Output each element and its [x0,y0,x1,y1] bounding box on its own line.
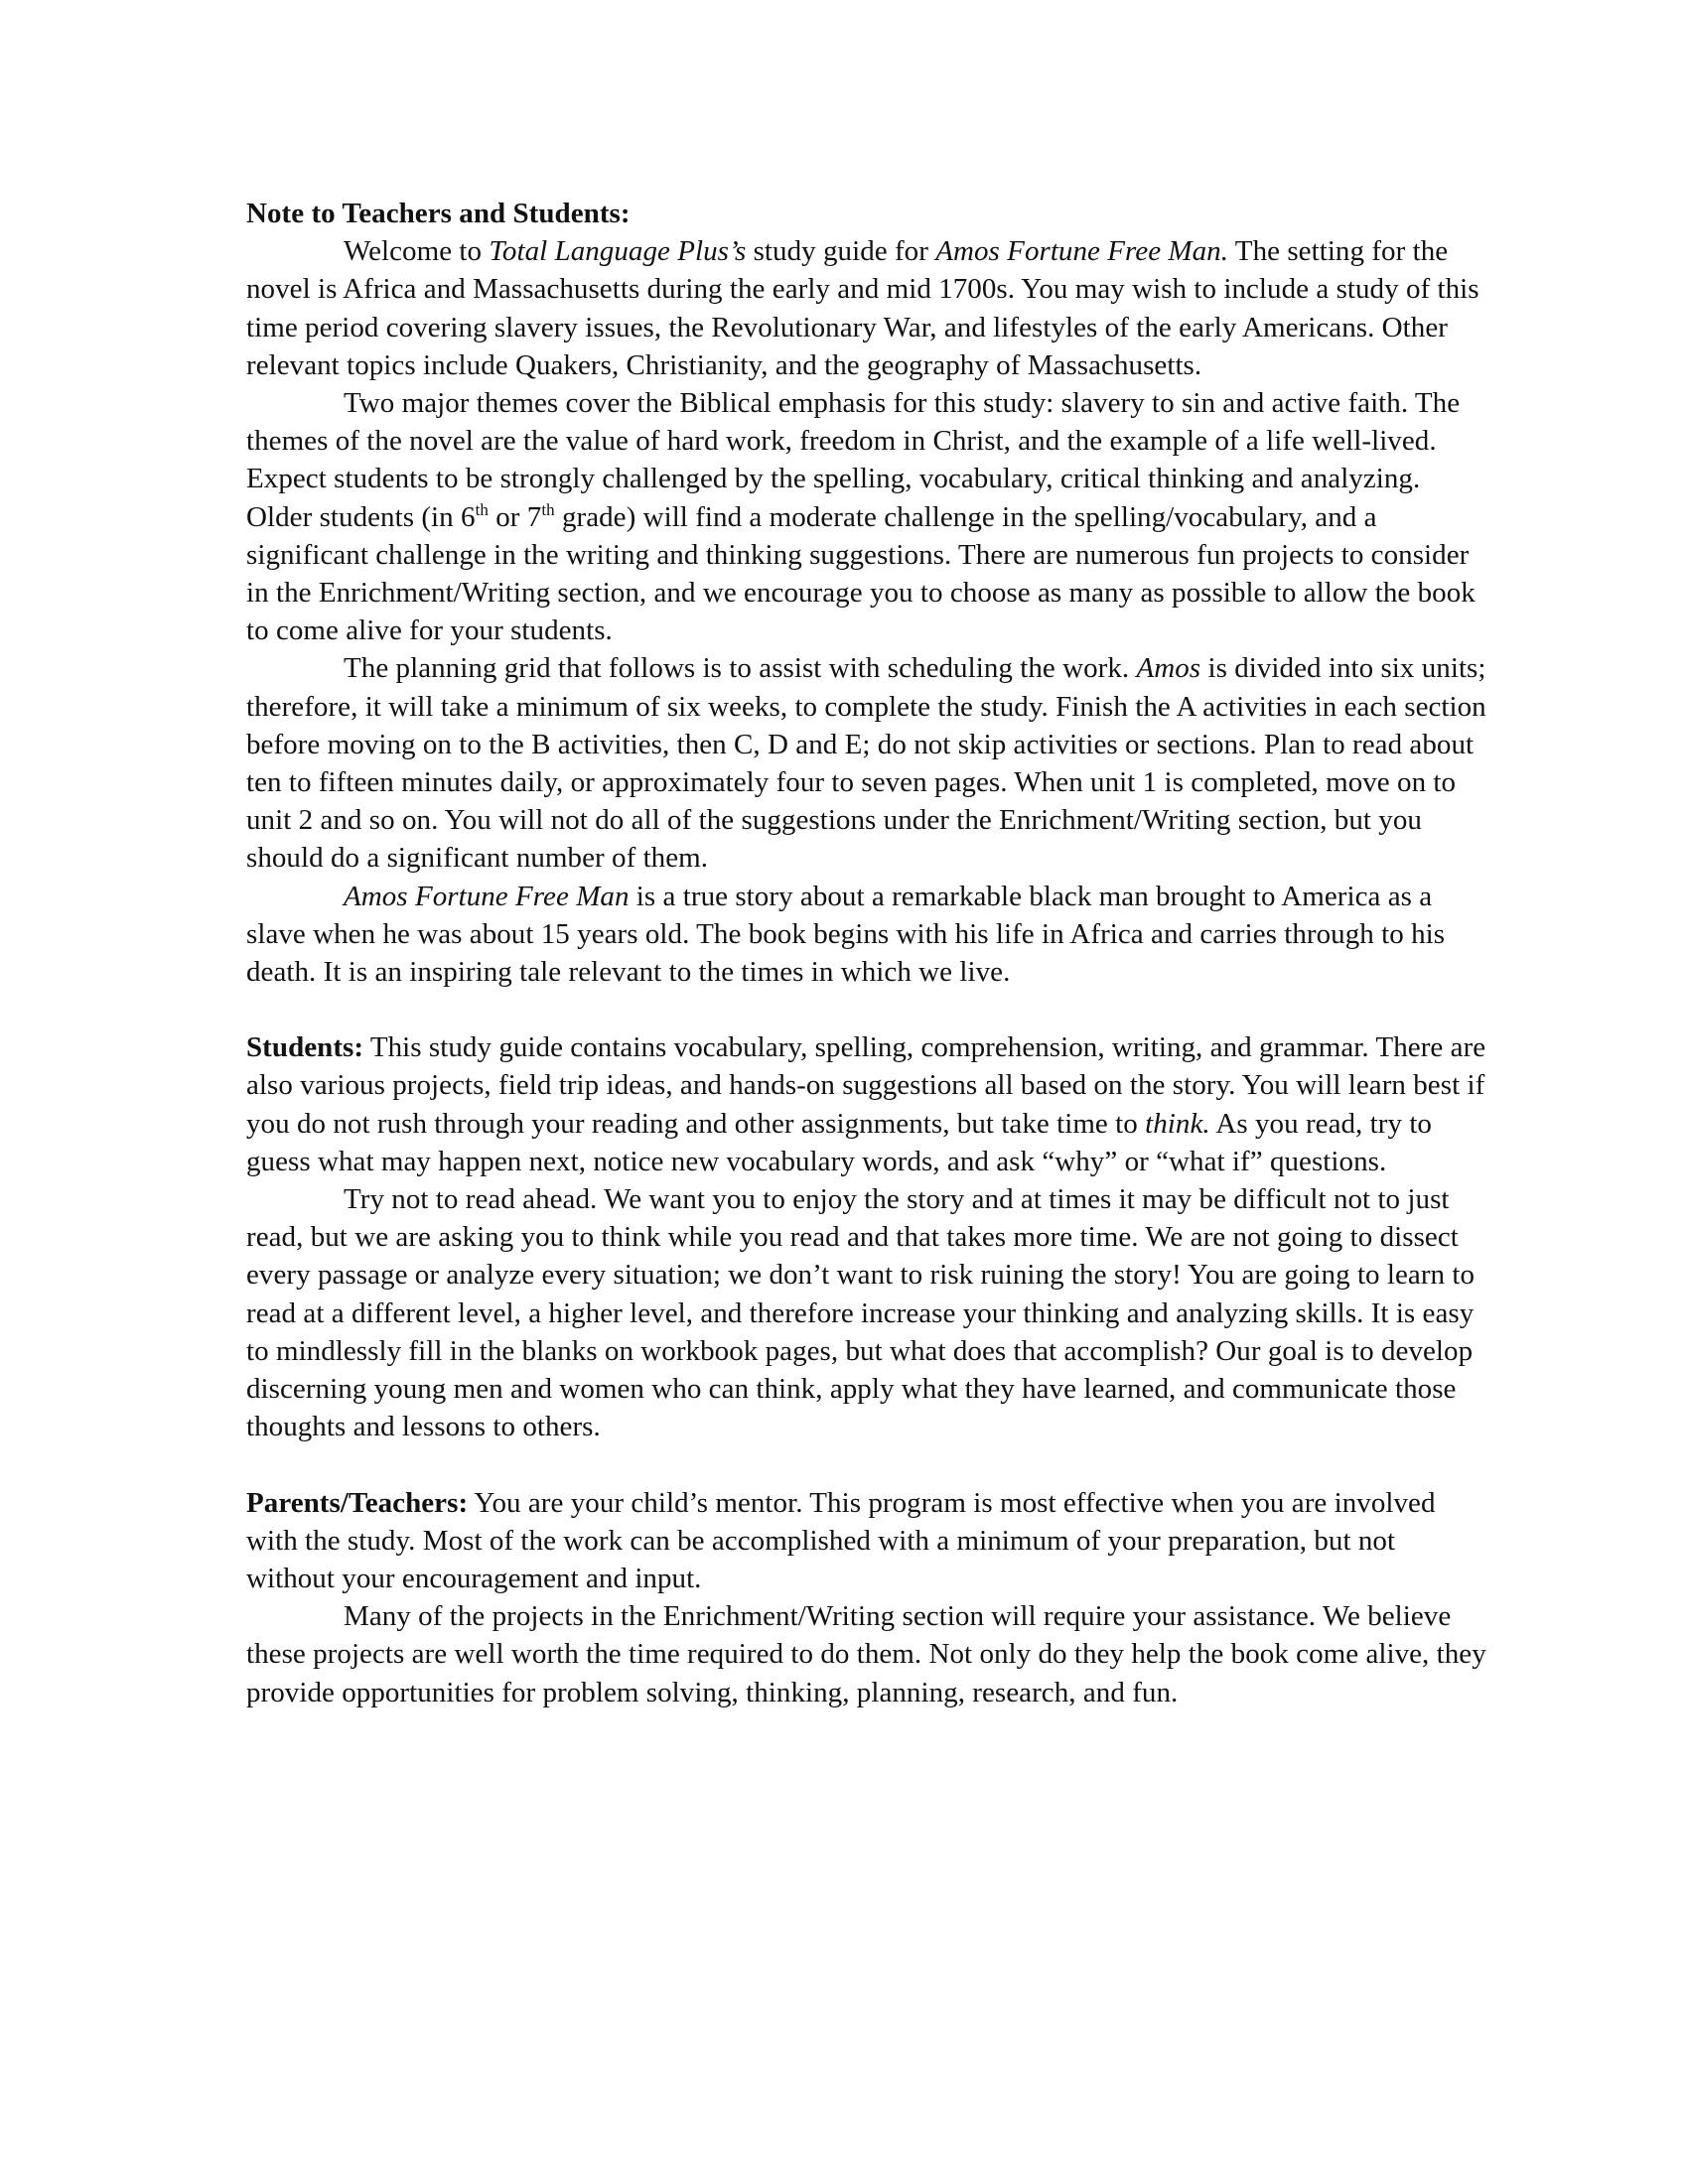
note-heading-text: Note to Teachers and Students: [246,198,631,229]
text-run: grade) will find a moderate challenge in the spelling/vocabulary, and a significant challenge in the writing and thinking suggestions. There are numerous fun projects to consider in the Enrichment/Writing section, and we encourage you to choose as many as possible to allow the book to come alive for your students. [246,500,1476,647]
text-run: Welcome to [344,235,490,268]
note-paragraph-themes [246,384,1489,649]
text-run: study guide for [746,235,936,268]
note-paragraph-planning [246,649,1489,877]
superscript: th [541,499,555,519]
note-paragraph-welcome [246,232,1489,384]
students-label: Students: [246,1031,364,1064]
italic-word: think. [1145,1107,1210,1140]
superscript: th [475,499,489,519]
text-run: You are your child’s mentor. This program is most effective when you are involved with the study. Most of the work can be accomplished with a minimum of your preparation, but not without your encouragement and input. [246,1486,1436,1594]
students-paragraph [246,1028,1489,1180]
italic-title: Amos Fortune Free Man [344,880,630,912]
text-run: is a true story about a remarkable black man brought to America as a slave when he was about 15 years old. The book begins with his life in Africa and carries through to his death. It is an inspiring tale relevant to the times in which we live. [246,880,1446,989]
text-run: This study guide contains vocabulary, spelling, comprehension, writing, and grammar. There are also various projects, field trip ideas, and hands-on suggestions all based on the story. You will learn best if you do not rush through your reading and other assignments, but take time to [246,1031,1486,1140]
students-paragraph-read-ahead [246,1180,1489,1445]
text-run: Try not to read ahead. We want you to enjoy the story and at times it may be difficult not to just read, but we are asking you to think while you read and that takes more time. We are not going to dissect every passage or analyze every situation; we don’t want to risk ruining the story! You are going to learn to read at a different level, a higher level, and therefore increase your thinking and analyzing skills. It is easy to mindlessly fill in the blanks on workbook pages, but what does that accomplish? Our goal is to develop discerning young men and women who can think, apply what they have learned, and communicate those thoughts and lessons to others. [246,1183,1476,1443]
italic-title: Total Language Plus’s [489,235,747,268]
italic-title: Amos Fortune Free Man. [935,235,1229,268]
text-run: Many of the projects in the Enrichment/Writing section will require your assistance. We believe these projects are well worth the time required to do them. Not only do they help the book come alive, they provide opportunities for problem solving, thinking, planning, research, and fun. [246,1600,1486,1708]
parents-paragraph [246,1484,1489,1598]
text-run: Two major themes cover the Biblical emphasis for this study: slavery to sin and active faith. The themes of the novel are the value of hard work, freedom in Christ, and the example of a life well-lived. Expect students to be strongly challenged by the spelling, vocabulary, critical thinking and analyzing. Older students (in 6 [246,387,1461,533]
text-run: is divided into six units; therefore, it will take a minimum of six weeks, to complete the study. Finish the A activities in each section before moving on to the B activities, then C, D and E; do not skip activities or sections. Plan to read about ten to fifteen minutes daily, or approximately four to seven pages. When unit 1 is completed, move on to unit 2 and so on. You will not do all of the suggestions under the Enrichment/Writing section, but you should do a significant number of them. [246,652,1486,875]
document-page [246,195,1489,1711]
note-heading [246,195,1489,232]
note-paragraph-story [246,878,1489,992]
parents-label: Parents/Teachers: [246,1486,469,1519]
italic-title: Amos [1136,652,1201,685]
text-run: As you read, try to guess what may happen next, notice new vocabulary words, and ask “why” or “what if” questions. [246,1107,1432,1177]
text-run: or 7 [488,500,542,533]
text-run: The setting for the novel is Africa and Massachusetts during the early and mid 1700s. You may wish to include a study of this time period covering slavery issues, the Revolutionary War, and lifestyles of the early Americans. Other relevant topics include Quakers, Christianity, and the geography of Massachusetts. [246,235,1479,381]
parents-paragraph-projects [246,1597,1489,1711]
text-run: The planning grid that follows is to assist with scheduling the work. [344,652,1137,685]
